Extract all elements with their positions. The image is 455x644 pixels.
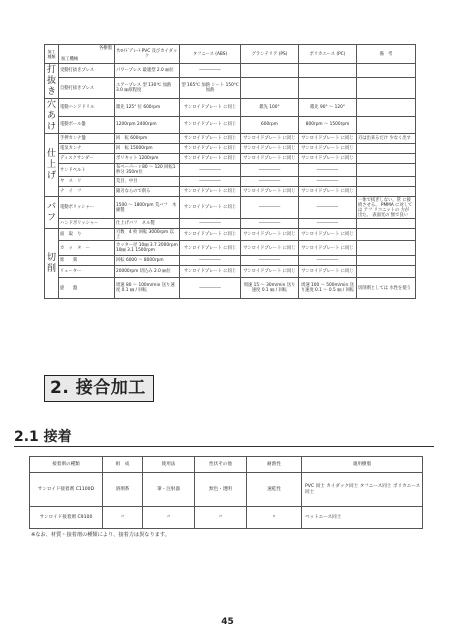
adhesive-cell: 筆・注射器: [143, 473, 195, 507]
adhesive-header-row: [30, 457, 423, 473]
condition-cell: ―――――: [180, 164, 241, 177]
condition-cell: [357, 266, 416, 278]
condition-cell: [357, 78, 416, 99]
processing-table-body: [45, 64, 416, 299]
machine-label: カ ッ タ ー: [59, 241, 115, 256]
adhesive-cell: 〃: [247, 507, 302, 529]
condition-cell: サンロイドプレート に同じ: [241, 229, 299, 241]
condition-cell: サンロイドプレート に同じ: [299, 266, 357, 278]
adhesive-cell: 〃: [195, 507, 247, 529]
condition-cell: サンロイドプレート に同じ: [241, 266, 299, 278]
header-col: ポリカエース (PC): [299, 45, 357, 64]
condition-cell: [357, 229, 416, 241]
header-process-label: 加工機械: [61, 57, 79, 62]
condition-cell: ―――――: [241, 177, 299, 187]
adhesive-header: 組 成: [103, 457, 143, 473]
header-col: 備 考: [357, 45, 416, 64]
condition-cell: 600rpm: [241, 116, 299, 134]
table-row: [45, 177, 416, 187]
header-material-process: [59, 45, 115, 64]
condition-cell: ―――――: [180, 256, 241, 266]
condition-cell: ―――――: [299, 177, 357, 187]
adhesive-cell: 速乾性: [247, 473, 302, 507]
condition-cell: ―――――: [299, 164, 357, 177]
adhesive-row: [30, 507, 423, 529]
condition-cell: 1500 ～ 1800rpm 荒バフ 木綿製: [115, 197, 180, 219]
table-header-row: [45, 45, 416, 64]
condition-cell: サンロイドプレート に同じ: [241, 154, 299, 164]
condition-cell: カッター径 10㎜ 3.7 2000rpm 10㎜ 3.1 1500rpm: [115, 241, 180, 256]
condition-cell: サンロイドプレート に同じ: [299, 229, 357, 241]
condition-cell: 一体で拭ぎしない。常 に接続させる。 PMMA に対しては アフ リコニットの 力が 出た。 表面光の 無で良い: [357, 197, 416, 219]
condition-cell: [357, 177, 416, 187]
table-row: [45, 187, 416, 197]
condition-cell: サンロイドプレート に同じ: [180, 266, 241, 278]
footnote: ※なお、材質・接着剤の種類により、接着力は異なります。: [31, 532, 170, 538]
condition-cell: サンロイドプレート に同じ: [299, 154, 357, 164]
adhesive-cell: 〃: [103, 507, 143, 529]
machine-label: 旋 盤: [59, 278, 115, 299]
condition-cell: 周速 80 ～ 100m/min 送り速度 0.1 ㎜ / 回転: [115, 278, 180, 299]
adhesive-header: 接着剤の種類: [30, 457, 103, 473]
condition-cell: 型 165℃ 加熱 シート 150℃ 加熱: [180, 78, 241, 99]
process-group-label: 切削: [45, 229, 59, 299]
table-row: [45, 64, 416, 78]
condition-cell: サンロイドプレート に同じ: [180, 154, 241, 164]
machine-label: 手押カンナ盤: [59, 134, 115, 144]
adhesive-table: [29, 456, 423, 529]
condition-cell: 仕上げバフ ネル製: [115, 219, 180, 229]
process-group-label: 穴あけ: [45, 99, 59, 134]
machine-label: 受動打抜きプレス: [59, 64, 115, 78]
header-col: グランテリア (PS): [241, 45, 299, 64]
header-col: ｻﾝﾛｲﾄﾞﾌﾟﾚｰﾄ PVC 及びカイダック: [115, 45, 180, 64]
condition-cell: サンロイドプレート に同じ: [180, 241, 241, 256]
condition-cell: パワープレス 最適型 2.0 ㎜位: [115, 64, 180, 78]
condition-cell: サンロイドプレート に同じ: [241, 241, 299, 256]
machine-label: 面 取 り: [59, 229, 115, 241]
header-col: タフニース (ABS): [180, 45, 241, 64]
condition-cell: ―――――: [180, 219, 241, 229]
table-row: [45, 229, 416, 241]
condition-cell: サンロイドプレート に同じ: [299, 187, 357, 197]
condition-cell: [357, 241, 416, 256]
condition-cell: [357, 144, 416, 154]
adhesive-cell: 無色・透明: [195, 473, 247, 507]
condition-cell: サンロイドプレート に同じ: [241, 144, 299, 154]
subsection-heading: 2.1 接着: [14, 429, 72, 445]
condition-cell: ―――――: [299, 256, 357, 266]
table-row: [45, 154, 416, 164]
machine-label: リューター: [59, 266, 115, 278]
condition-cell: 錐先 125° 位 600rpm: [115, 99, 180, 117]
processing-conditions-table: [44, 44, 416, 299]
condition-cell: [357, 164, 416, 177]
condition-cell: サンロイドプレート に同じ: [299, 144, 357, 154]
table-row: [45, 266, 416, 278]
condition-cell: 荒目、中目: [115, 177, 180, 187]
condition-cell: ―――――: [299, 219, 357, 229]
condition-cell: [357, 256, 416, 266]
condition-cell: サンロイドプレート に同じ: [180, 144, 241, 154]
condition-cell: [357, 99, 416, 117]
condition-cell: [357, 187, 416, 197]
adhesive-cell: PVC 同士 カイダック同士 タフニース同士 ポリカエース同士: [302, 473, 423, 507]
condition-cell: エアープレス 型 130℃ 加熱 3.0 ㎜厚程度: [115, 78, 180, 99]
table-row: [45, 99, 416, 117]
condition-cell: [241, 64, 299, 78]
condition-cell: 800rpm ～ 1500rpm: [299, 116, 357, 134]
condition-cell: 回 転 600rpm: [115, 134, 180, 144]
condition-cell: サンロイドプレート に同じ: [180, 229, 241, 241]
table-row: [45, 144, 416, 154]
condition-cell: ―――――: [180, 177, 241, 187]
adhesive-header: 耐熱性: [247, 457, 302, 473]
condition-cell: ―――――: [241, 197, 299, 219]
adhesive-header: 適用樹脂: [302, 457, 423, 473]
adhesive-cell: 溶剤系: [103, 473, 143, 507]
machine-label: 彫 刻: [59, 256, 115, 266]
table-row: [45, 256, 416, 266]
table-row: [45, 278, 416, 299]
condition-cell: 錐先 100°: [241, 99, 299, 117]
adhesive-cell: サンロイド接着剤 C9100: [30, 507, 103, 529]
condition-cell: [357, 64, 416, 78]
condition-cell: サンロイドプレート に同じ: [180, 99, 241, 117]
condition-cell: サンロイドプレート に同じ: [241, 134, 299, 144]
table-row: [45, 78, 416, 99]
table-row: [45, 134, 416, 144]
adhesive-header: 使用法: [143, 457, 195, 473]
page-number: 45: [221, 617, 234, 627]
condition-cell: [357, 219, 416, 229]
table-row: [45, 219, 416, 229]
table-row: [45, 197, 416, 219]
condition-cell: 周速 100 ～ 500m/min 送り速度 0.1 ～ 0.5 ㎜ / 回転: [299, 278, 357, 299]
condition-cell: 回転 6000 ～ 8000rpm: [115, 256, 180, 266]
condition-cell: サンロイドプレート に同じ: [241, 187, 299, 197]
machine-label: 電動ポリッシャー: [59, 197, 115, 219]
condition-cell: 布ペーパー ♯ 80 ～ 120 回転1秒分 350m位: [115, 164, 180, 177]
condition-cell: サンロイドプレート に同じ: [299, 241, 357, 256]
section-heading: 2. 接合加工: [44, 375, 154, 402]
condition-cell: 鋸刃ならので削る: [115, 187, 180, 197]
condition-cell: ―――――: [180, 64, 241, 78]
condition-cell: サンロイドプレート に同じ: [299, 134, 357, 144]
table-row: [45, 241, 416, 256]
condition-cell: サンロイドプレート に同じ: [180, 134, 241, 144]
machine-label: 自動打抜きプレス: [59, 78, 115, 99]
adhesive-cell: ペットエース同士: [302, 507, 423, 529]
adhesive-row: [30, 473, 423, 507]
condition-cell: 切削剤としては 水性を使う: [357, 278, 416, 299]
adhesive-cell: サンロイド接着剤 C1100D: [30, 473, 103, 507]
condition-cell: サンロイドプレート に同じ: [180, 197, 241, 219]
adhesive-header: 性状その他: [195, 457, 247, 473]
header-material-label: 各樹脂: [99, 46, 112, 51]
condition-cell: 20000rpm 切込み 2.0 ㎜位: [115, 266, 180, 278]
condition-cell: ―――――: [241, 256, 299, 266]
machine-label: 電気カンナ: [59, 144, 115, 154]
condition-cell: 刃は出来るだけ 少なく出す: [357, 134, 416, 144]
machine-label: サンドペルト: [59, 164, 115, 177]
machine-label: ヤ ス リ: [59, 177, 115, 187]
condition-cell: 刃数 4 枚 回転 3000rpm 以上: [115, 229, 180, 241]
condition-cell: 周速 15 ～ 30m/min 送り速度 0.1 ㎜ / 回転: [241, 278, 299, 299]
table-row: [45, 164, 416, 177]
condition-cell: [241, 78, 299, 99]
condition-cell: ポリキット 1200rpm: [115, 154, 180, 164]
condition-cell: ―――――: [299, 197, 357, 219]
condition-cell: サンロイドプレート に同じ: [180, 187, 241, 197]
condition-cell: 1200rpm 2400rpm: [115, 116, 180, 134]
condition-cell: [299, 64, 357, 78]
machine-label: 電動ハンドドリル: [59, 99, 115, 117]
header-group: 加工種類: [45, 45, 59, 64]
condition-cell: 回 転 15000rpm: [115, 144, 180, 154]
adhesive-cell: 〃: [143, 507, 195, 529]
table-row: [45, 116, 416, 134]
condition-cell: [357, 154, 416, 164]
condition-cell: [299, 78, 357, 99]
process-group-label: 仕上げ: [45, 134, 59, 197]
condition-cell: ―――――: [241, 164, 299, 177]
condition-cell: ―――――: [241, 219, 299, 229]
condition-cell: [357, 116, 416, 134]
subsection-rule: [14, 446, 434, 447]
process-group-label: 打抜き: [45, 64, 59, 99]
condition-cell: サンロイドプレート に同じ: [180, 116, 241, 134]
machine-label: 電動ボール盤: [59, 116, 115, 134]
condition-cell: ―――――: [180, 278, 241, 299]
machine-label: ハンドポリッシャー: [59, 219, 115, 229]
condition-cell: 錐先 90° ～ 120°: [299, 99, 357, 117]
machine-label: ディスクサンダー: [59, 154, 115, 164]
process-group-label: バフ: [45, 197, 59, 229]
machine-label: ナ イ フ: [59, 187, 115, 197]
